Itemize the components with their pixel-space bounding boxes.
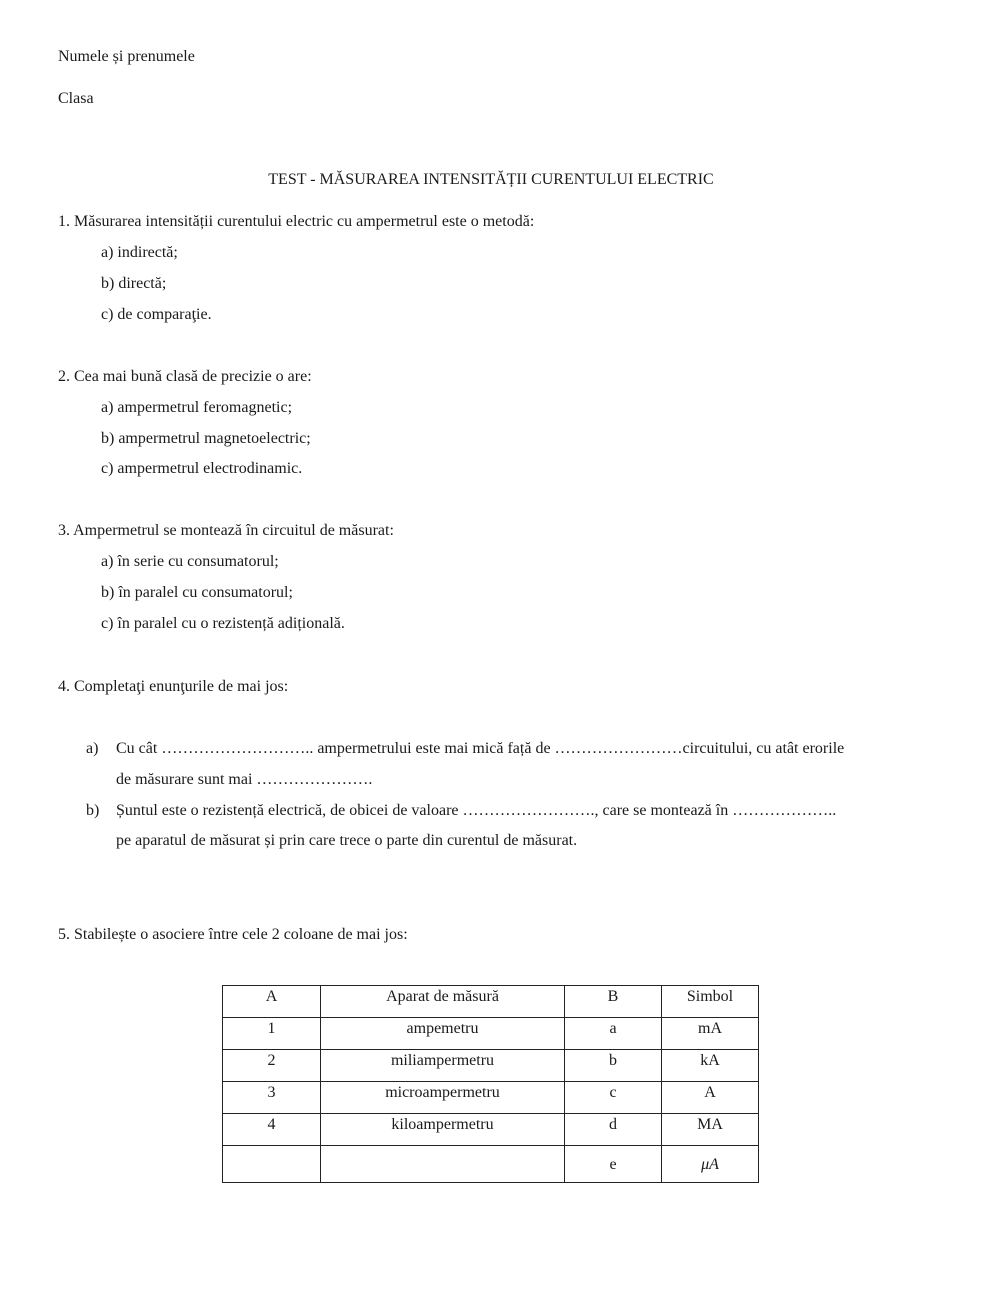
table-cell: kiloampermetru (321, 1114, 565, 1146)
association-table (222, 985, 759, 1183)
name-label: Numele și prenumele (58, 48, 195, 65)
table-cell: μA (662, 1146, 759, 1183)
question-3-option-c: c) în paralel cu o rezistență adițională. (101, 615, 345, 632)
question-3: 3. Ampermetrul se montează în circuitul de măsurat: (58, 522, 394, 539)
question-5: 5. Stabilește o asociere între cele 2 coloane de mai jos: (58, 926, 408, 943)
table-cell: microampermetru (321, 1082, 565, 1114)
question-4-item-a-line2: de măsurare sunt mai …………………. (116, 771, 373, 788)
header-cell-b: B (565, 986, 662, 1018)
header-cell-device: Aparat de măsură (321, 986, 565, 1018)
question-3-option-a: a) în serie cu consumatorul; (101, 553, 279, 570)
question-4-item-a-line1: Cu cât ……………………….. ampermetrului este mai mică față de ……………………circuitului, cu atât erorile (116, 740, 845, 757)
question-2-option-a: a) ampermetrul feromagnetic; (101, 399, 293, 416)
table-row (223, 1082, 759, 1114)
question-4-item-b-line2: pe aparatul de măsurat și prin care trece o parte din curentul de măsurat. (116, 832, 578, 849)
table-row (223, 1050, 759, 1082)
table-cell: A (662, 1082, 759, 1114)
table-row (223, 1146, 759, 1183)
table-cell: kA (662, 1050, 759, 1082)
table-cell: d (565, 1114, 662, 1146)
table-cell: mA (662, 1018, 759, 1050)
table-cell: 3 (223, 1082, 321, 1114)
table-cell: b (565, 1050, 662, 1082)
question-1-option-a: a) indirectă; (101, 244, 178, 261)
question-4-item-b-line1: Șuntul este o rezistență electrică, de obicei de valoare ……………………., care se montează în ……………….. (116, 802, 837, 819)
table-cell (321, 1146, 565, 1183)
question-4-item-a-marker: a) (86, 740, 99, 757)
table-cell: 2 (223, 1050, 321, 1082)
question-2: 2. Cea mai bună clasă de precizie o are: (58, 368, 312, 385)
question-2-option-c: c) ampermetrul electrodinamic. (101, 460, 303, 477)
question-3-option-b: b) în paralel cu consumatorul; (101, 584, 293, 601)
table-row (223, 1114, 759, 1146)
question-2-option-b: b) ampermetrul magnetoelectric; (101, 430, 311, 447)
table-cell: miliampermetru (321, 1050, 565, 1082)
question-4: 4. Completaţi enunţurile de mai jos: (58, 678, 289, 695)
table-cell: 4 (223, 1114, 321, 1146)
test-title: TEST - MĂSURAREA INTENSITĂȚII CURENTULUI ELECTRIC (268, 171, 714, 188)
table-cell: 1 (223, 1018, 321, 1050)
table-cell: a (565, 1018, 662, 1050)
table-cell (223, 1146, 321, 1183)
header-cell-a: A (223, 986, 321, 1018)
header-cell-symbol: Simbol (662, 986, 759, 1018)
question-1-option-c: c) de comparaţie. (101, 306, 212, 323)
question-1-option-b: b) directă; (101, 275, 167, 292)
class-label: Clasa (58, 90, 94, 107)
question-4-item-b-marker: b) (86, 802, 100, 819)
table-cell: c (565, 1082, 662, 1114)
table-cell: e (565, 1146, 662, 1183)
table-header-row (223, 986, 759, 1018)
table-cell: ampemetru (321, 1018, 565, 1050)
question-1: 1. Măsurarea intensității curentului electric cu ampermetrul este o metodă: (58, 213, 535, 230)
table-cell: MA (662, 1114, 759, 1146)
table-row (223, 1018, 759, 1050)
